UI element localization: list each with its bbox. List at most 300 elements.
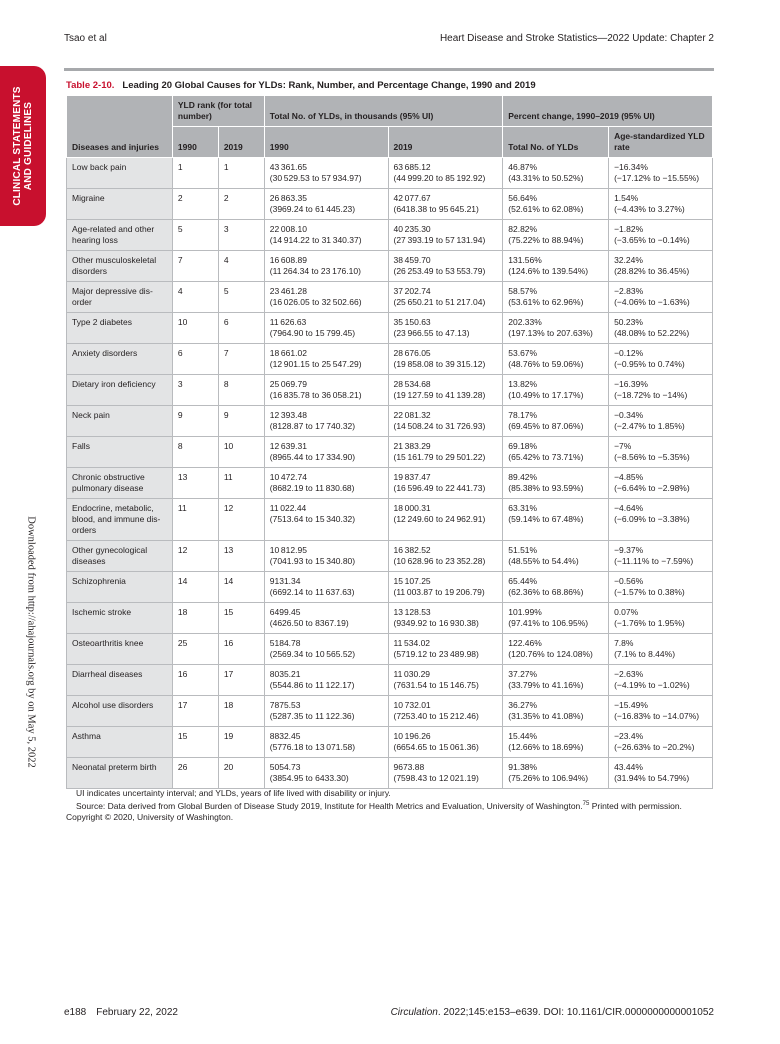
total-1990-cell-value: (12 901.15 to 25 547.29) <box>269 359 362 369</box>
rank-1990-cell <box>172 572 218 603</box>
pct-rate-cell-value: (−16.83% to −14.07%) <box>614 711 700 721</box>
total-1990-cell-value: (3854.95 to 6433.30) <box>269 773 349 783</box>
pct-total-cell-value: (59.14% to 67.48%) <box>508 514 584 524</box>
pct-total-cell-value: (75.22% to 88.94%) <box>508 235 584 245</box>
pct-total-cell <box>503 282 609 313</box>
disease-cell-value: Chronic obstructive pulmonary disease <box>72 472 145 493</box>
total-1990-cell-value: 7875.53 <box>269 700 301 710</box>
total-1990-cell-value: (2569.34 to 10 565.52) <box>269 649 356 659</box>
pct-total-cell-value: (124.6% to 139.54%) <box>508 266 589 276</box>
total-1990-cell-value: (4626.50 to 8367.19) <box>269 618 349 628</box>
total-1990-cell-value: (3969.24 to 61 445.23) <box>269 204 356 214</box>
rank-2019-cell <box>218 344 264 375</box>
total-2019-cell-value: 18 000.31 <box>393 503 431 513</box>
table-row <box>67 758 713 789</box>
pct-rate-cell <box>609 499 713 541</box>
total-2019-cell <box>388 499 503 541</box>
total-2019-cell <box>388 375 503 406</box>
pct-total-cell-value: 131.56% <box>508 255 542 265</box>
rank-2019-cell-value: 15 <box>223 607 234 617</box>
total-1990-cell-value: (5544.86 to 11 122.17) <box>269 680 355 690</box>
total-1990-cell <box>264 727 388 758</box>
pct-rate-cell-value: (−6.64% to −2.98%) <box>614 483 690 493</box>
rank-1990-cell-value: 13 <box>177 472 188 482</box>
pct-total-cell-value: 78.17% <box>508 410 538 420</box>
disease-cell <box>67 603 173 634</box>
pct-rate-cell <box>609 541 713 572</box>
pct-rate-cell-value: −15.49% <box>614 700 648 710</box>
source-text: Source: Data derived from Global Burden of Disease Study 2019, Institute for Health Metrics and Evaluation, University of Washington. <box>76 800 583 811</box>
pct-total-cell-value: 15.44% <box>508 731 538 741</box>
disease-cell <box>67 499 173 541</box>
pct-total-cell <box>503 696 609 727</box>
table-title: Leading 20 Global Causes for YLDs: Rank, Number, and Percentage Change, 1990 and 2019 <box>122 80 536 91</box>
total-2019-cell-value: (26 253.49 to 53 553.79) <box>393 266 486 276</box>
pct-total-cell-value: 58.57% <box>508 286 538 296</box>
total-2019-cell <box>388 634 503 665</box>
pct-total-cell <box>503 344 609 375</box>
disease-cell <box>67 468 173 499</box>
source-note <box>66 799 716 812</box>
total-1990-cell-value: (16 026.05 to 32 502.66) <box>269 297 362 307</box>
total-1990-cell <box>264 758 388 789</box>
rank-2019-cell-value: 7 <box>223 348 229 358</box>
side-tab-label <box>12 86 34 205</box>
pct-total-cell-value: (65.42% to 73.71%) <box>508 452 584 462</box>
pct-rate-cell <box>609 313 713 344</box>
disease-cell-value: Age-related and other hearing loss <box>72 224 155 245</box>
rank-1990-cell <box>172 727 218 758</box>
total-1990-cell <box>264 344 388 375</box>
rank-1990-cell-value: 2 <box>177 193 183 203</box>
total-2019-cell <box>388 251 503 282</box>
rank-2019-cell <box>218 282 264 313</box>
pct-total-cell <box>503 634 609 665</box>
table-row <box>67 313 713 344</box>
table-row <box>67 572 713 603</box>
pct-total-cell-value: 202.33% <box>508 317 542 327</box>
total-1990-cell-value: (30 529.53 to 57 934.97) <box>269 173 362 183</box>
pct-rate-cell <box>609 437 713 468</box>
rank-2019-cell <box>218 313 264 344</box>
total-2019-cell-value: (12 249.60 to 24 962.91) <box>393 514 486 524</box>
running-header-title: Heart Disease and Stroke Statistics—2022 Update: Chapter 2 <box>439 33 714 44</box>
col-header-total-2019: 2019 <box>388 127 503 158</box>
disease-cell <box>67 696 173 727</box>
pct-rate-cell <box>609 375 713 406</box>
total-1990-cell-value: (11 264.34 to 23 176.10) <box>269 266 361 276</box>
total-2019-cell-value: 10 196.26 <box>393 731 431 741</box>
rank-1990-cell-value: 8 <box>177 441 183 451</box>
total-1990-cell <box>264 603 388 634</box>
total-1990-cell-value: (8128.87 to 17 740.32) <box>269 421 356 431</box>
rank-2019-cell-value: 13 <box>223 545 234 555</box>
total-2019-cell <box>388 665 503 696</box>
total-2019-cell <box>388 282 503 313</box>
pct-total-cell-value: 13.82% <box>508 379 538 389</box>
table-row <box>67 158 713 189</box>
pct-rate-cell-value: (−1.76% to 1.95%) <box>614 618 685 628</box>
download-watermark: Downloaded from http://ahajournals.org by on May 5, 2022 <box>25 516 37 768</box>
total-1990-cell-value: 12 393.48 <box>269 410 307 420</box>
disease-cell <box>67 437 173 468</box>
pct-rate-cell-value: 32.24% <box>614 255 643 265</box>
pct-total-cell <box>503 437 609 468</box>
rank-2019-cell-value: 3 <box>223 224 229 234</box>
total-1990-cell-value: 10 472.74 <box>269 472 307 482</box>
rank-1990-cell-value: 18 <box>177 607 188 617</box>
disease-cell <box>67 634 173 665</box>
rank-2019-cell-value: 10 <box>223 441 234 451</box>
table-row <box>67 344 713 375</box>
table-caption <box>66 80 536 91</box>
yld-table <box>66 96 713 789</box>
pct-rate-cell-value: (−18.72% to −14%) <box>614 390 688 400</box>
pct-rate-cell <box>609 220 713 251</box>
total-1990-cell-value: 25 069.79 <box>269 379 307 389</box>
total-1990-cell <box>264 220 388 251</box>
pct-rate-cell-value: (−2.47% to 1.85%) <box>614 421 685 431</box>
disease-cell <box>67 158 173 189</box>
rank-2019-cell-value: 2 <box>223 193 229 203</box>
disease-cell-value: Type 2 diabetes <box>72 317 133 327</box>
total-2019-cell-value: (7631.54 to 15 146.75) <box>393 680 479 690</box>
rank-2019-cell-value: 5 <box>223 286 229 296</box>
rank-1990-cell <box>172 313 218 344</box>
rank-2019-cell <box>218 727 264 758</box>
pct-rate-cell-value: (−3.65% to −0.14%) <box>614 235 690 245</box>
group-header-rank: YLD rank (for total number) <box>172 96 264 127</box>
col-header-pct-total: Total No. of YLDs <box>503 127 609 158</box>
rank-2019-cell <box>218 499 264 541</box>
total-2019-cell-value: 28 676.05 <box>393 348 431 358</box>
rank-2019-cell-value: 20 <box>223 762 234 772</box>
total-2019-cell-value: (7253.40 to 15 212.46) <box>393 711 479 721</box>
total-2019-cell-value: 35 150.63 <box>393 317 431 327</box>
total-1990-cell-value: 23 461.28 <box>269 286 307 296</box>
rank-2019-cell <box>218 406 264 437</box>
table-row <box>67 603 713 634</box>
pct-rate-cell-value: −23.4% <box>614 731 644 741</box>
rank-2019-cell <box>218 696 264 727</box>
table-top-rule <box>64 68 714 71</box>
rank-1990-cell-value: 12 <box>177 545 188 555</box>
total-2019-cell-value: (15 161.79 to 29 501.22) <box>393 452 486 462</box>
table-row <box>67 375 713 406</box>
pct-rate-cell-value: (31.94% to 54.79%) <box>614 773 690 783</box>
disease-cell <box>67 727 173 758</box>
rank-1990-cell <box>172 220 218 251</box>
total-2019-cell <box>388 468 503 499</box>
table-row <box>67 468 713 499</box>
total-1990-cell-value: 5184.78 <box>269 638 301 648</box>
total-2019-cell <box>388 344 503 375</box>
pct-rate-cell <box>609 406 713 437</box>
pct-total-cell-value: 53.67% <box>508 348 538 358</box>
rank-2019-cell <box>218 251 264 282</box>
rank-1990-cell <box>172 282 218 313</box>
pct-rate-cell-value: (−17.12% to −15.55%) <box>614 173 700 183</box>
pct-total-cell <box>503 468 609 499</box>
rank-2019-cell-value: 17 <box>223 669 234 679</box>
rank-2019-cell <box>218 220 264 251</box>
rank-1990-cell-value: 7 <box>177 255 183 265</box>
group-header-percent: Percent change, 1990–2019 (95% UI) <box>503 96 713 127</box>
section-side-tab <box>0 66 46 226</box>
rank-1990-cell <box>172 437 218 468</box>
pct-total-cell <box>503 251 609 282</box>
total-1990-cell <box>264 468 388 499</box>
total-2019-cell <box>388 541 503 572</box>
pct-total-cell-value: (52.61% to 62.08%) <box>508 204 584 214</box>
rank-1990-cell <box>172 375 218 406</box>
pct-rate-cell-value: (−4.06% to −1.63%) <box>614 297 690 307</box>
total-2019-cell-value: 28 534.68 <box>393 379 431 389</box>
rank-2019-cell <box>218 634 264 665</box>
pct-rate-cell <box>609 282 713 313</box>
disease-cell <box>67 313 173 344</box>
total-1990-cell-value: 11 626.63 <box>269 317 307 327</box>
pct-total-cell-value: (43.31% to 50.52%) <box>508 173 584 183</box>
rank-2019-cell <box>218 158 264 189</box>
total-1990-cell-value: (7964.90 to 15 799.45) <box>269 328 356 338</box>
page-number: e188 <box>64 1007 87 1018</box>
pct-rate-cell <box>609 572 713 603</box>
total-1990-cell-value: 22 008.10 <box>269 224 307 234</box>
disease-cell-value: Asthma <box>72 731 101 741</box>
pct-total-cell <box>503 220 609 251</box>
pct-total-cell-value: (53.61% to 62.96%) <box>508 297 584 307</box>
pct-total-cell-value: 63.31% <box>508 503 538 513</box>
pct-total-cell-value: (75.26% to 106.94%) <box>508 773 589 783</box>
rank-1990-cell <box>172 189 218 220</box>
total-1990-cell-value: 8035.21 <box>269 669 301 679</box>
total-2019-cell-value: (25 650.21 to 51 217.04) <box>393 297 486 307</box>
pct-total-cell <box>503 727 609 758</box>
total-1990-cell-value: (8965.44 to 17 334.90) <box>269 452 356 462</box>
pct-total-cell <box>503 665 609 696</box>
col-header-rank-1990: 1990 <box>172 127 218 158</box>
total-2019-cell-value: (7598.43 to 12 021.19) <box>393 773 479 783</box>
total-2019-cell-value: (27 393.19 to 57 131.94) <box>393 235 486 245</box>
footer-citation <box>391 1007 714 1018</box>
source-reference[interactable]: 75 <box>582 801 590 807</box>
total-1990-cell-value: 6499.45 <box>269 607 301 617</box>
pct-total-cell-value: (69.45% to 87.06%) <box>508 421 584 431</box>
total-1990-cell-value: 11 022.44 <box>269 503 307 513</box>
table-notes <box>66 788 716 823</box>
disease-cell <box>67 541 173 572</box>
total-2019-cell-value: (6418.38 to 95 645.21) <box>393 204 479 214</box>
disease-cell-value: Osteoarthritis knee <box>72 638 144 648</box>
rank-2019-cell <box>218 437 264 468</box>
total-1990-cell-value: 43 361.65 <box>269 162 307 172</box>
rank-2019-cell-value: 8 <box>223 379 229 389</box>
pct-rate-cell <box>609 634 713 665</box>
pct-total-cell <box>503 158 609 189</box>
total-2019-cell-value: 42 077.67 <box>393 193 431 203</box>
pct-total-cell-value: (97.41% to 106.95%) <box>508 618 589 628</box>
pct-total-cell-value: 51.51% <box>508 545 538 555</box>
total-1990-cell-value: 12 639.31 <box>269 441 307 451</box>
total-2019-cell <box>388 189 503 220</box>
rank-2019-cell <box>218 375 264 406</box>
disease-cell-value: Major depressive dis-order <box>72 286 153 307</box>
disease-cell <box>67 758 173 789</box>
pct-rate-cell-value: (−26.63% to −20.2%) <box>614 742 695 752</box>
total-1990-cell-value: (5287.35 to 11 122.36) <box>269 711 355 721</box>
total-1990-cell-value: (8682.19 to 11 830.68) <box>269 483 355 493</box>
pct-rate-cell <box>609 727 713 758</box>
disease-cell <box>67 406 173 437</box>
pct-rate-cell-value: (−1.57% to 0.38%) <box>614 587 685 597</box>
total-1990-cell-value: 16 608.89 <box>269 255 307 265</box>
total-2019-cell <box>388 437 503 468</box>
pct-rate-cell-value: −0.34% <box>614 410 644 420</box>
pct-rate-cell <box>609 251 713 282</box>
pct-total-cell-value: 89.42% <box>508 472 538 482</box>
pct-total-cell-value: 65.44% <box>508 576 538 586</box>
total-1990-cell <box>264 437 388 468</box>
total-2019-cell-value: 22 081.32 <box>393 410 431 420</box>
total-2019-cell <box>388 758 503 789</box>
pct-total-cell-value: (120.76% to 124.08%) <box>508 649 593 659</box>
pct-rate-cell <box>609 468 713 499</box>
total-2019-cell <box>388 158 503 189</box>
disease-cell <box>67 282 173 313</box>
disease-cell <box>67 251 173 282</box>
rank-1990-cell-value: 26 <box>177 762 188 772</box>
total-2019-cell-value: (14 508.24 to 31 726.93) <box>393 421 486 431</box>
pct-rate-cell <box>609 158 713 189</box>
pct-rate-cell-value: (−0.95% to 0.74%) <box>614 359 685 369</box>
pct-total-cell <box>503 572 609 603</box>
total-1990-cell <box>264 634 388 665</box>
rank-1990-cell <box>172 158 218 189</box>
total-1990-cell <box>264 375 388 406</box>
total-2019-cell-value: (6654.65 to 15 061.36) <box>393 742 479 752</box>
total-2019-cell-value: 10 732.01 <box>393 700 431 710</box>
pct-total-cell-value: (85.38% to 93.59%) <box>508 483 584 493</box>
rank-1990-cell-value: 11 <box>177 503 187 513</box>
pct-rate-cell-value: −2.83% <box>614 286 644 296</box>
total-1990-cell-value: 18 661.02 <box>269 348 307 358</box>
rank-1990-cell <box>172 406 218 437</box>
pct-total-cell-value: (12.66% to 18.69%) <box>508 742 584 752</box>
footer-left <box>64 1007 178 1018</box>
rank-2019-cell-value: 19 <box>223 731 234 741</box>
total-2019-cell-value: (10 628.96 to 23 352.28) <box>393 556 486 566</box>
table-row <box>67 406 713 437</box>
pct-total-cell <box>503 499 609 541</box>
table-row <box>67 437 713 468</box>
total-2019-cell-value: (9349.92 to 16 930.38) <box>393 618 479 628</box>
total-2019-cell-value: (16 596.49 to 22 441.73) <box>393 483 486 493</box>
rank-1990-cell <box>172 603 218 634</box>
pct-rate-cell-value: −0.12% <box>614 348 644 358</box>
rank-2019-cell-value: 6 <box>223 317 229 327</box>
total-2019-cell-value: 9673.88 <box>393 762 425 772</box>
pct-total-cell-value: (31.35% to 41.08%) <box>508 711 584 721</box>
total-2019-cell-value: (44 999.20 to 85 192.92) <box>393 173 486 183</box>
disease-cell-value: Falls <box>72 441 90 451</box>
pct-rate-cell <box>609 344 713 375</box>
pct-total-cell <box>503 603 609 634</box>
total-1990-cell-value: 5054.73 <box>269 762 301 772</box>
disease-cell-value: Migraine <box>72 193 105 203</box>
rank-1990-cell-value: 9 <box>177 410 183 420</box>
pct-rate-cell <box>609 603 713 634</box>
total-1990-cell <box>264 541 388 572</box>
pct-rate-cell-value: 7.8% <box>614 638 634 648</box>
disease-cell-value: Low back pain <box>72 162 127 172</box>
disease-cell-value: Neonatal preterm birth <box>72 762 157 772</box>
pct-total-cell-value: 56.64% <box>508 193 538 203</box>
rank-2019-cell-value: 16 <box>223 638 234 648</box>
total-1990-cell <box>264 158 388 189</box>
pct-rate-cell-value: (−6.09% to −3.38%) <box>614 514 690 524</box>
total-2019-cell <box>388 603 503 634</box>
total-2019-cell-value: 11 030.29 <box>393 669 431 679</box>
pct-rate-cell <box>609 696 713 727</box>
pct-rate-cell <box>609 189 713 220</box>
pct-rate-cell-value: −1.82% <box>614 224 644 234</box>
pct-total-cell-value: (62.36% to 68.86%) <box>508 587 584 597</box>
pct-rate-cell-value: −4.85% <box>614 472 644 482</box>
disease-cell-value: Dietary iron deficiency <box>72 379 156 389</box>
table-row <box>67 696 713 727</box>
total-2019-cell-value: 15 107.25 <box>393 576 431 586</box>
running-header-authors: Tsao et al <box>64 33 107 44</box>
total-2019-cell-value: 19 837.47 <box>393 472 431 482</box>
total-2019-cell <box>388 220 503 251</box>
pct-total-cell <box>503 375 609 406</box>
rank-1990-cell-value: 16 <box>177 669 188 679</box>
total-2019-cell-value: (11 003.87 to 19 206.79) <box>393 587 485 597</box>
total-1990-cell <box>264 282 388 313</box>
rank-1990-cell-value: 5 <box>177 224 183 234</box>
pct-rate-cell <box>609 665 713 696</box>
citation-details: . 2022;145:e153–e639. DOI: 10.1161/CIR.0000000000001052 <box>437 1007 714 1018</box>
total-2019-cell-value: 63 685.12 <box>393 162 431 172</box>
total-2019-cell-value: (19 127.59 to 41 139.28) <box>393 390 486 400</box>
rank-1990-cell-value: 10 <box>177 317 188 327</box>
rank-2019-cell-value: 4 <box>223 255 229 265</box>
pct-rate-cell-value: (−11.11% to −7.59%) <box>614 556 694 566</box>
total-2019-cell <box>388 696 503 727</box>
col-header-disease: Diseases and injuries <box>67 96 173 158</box>
total-1990-cell-value: (5776.18 to 13 071.58) <box>269 742 356 752</box>
pct-rate-cell-value: 1.54% <box>614 193 639 203</box>
table-row <box>67 634 713 665</box>
pct-total-cell <box>503 541 609 572</box>
table-row <box>67 499 713 541</box>
rank-2019-cell-value: 18 <box>223 700 234 710</box>
pct-rate-cell-value: (48.08% to 52.22%) <box>614 328 690 338</box>
pct-rate-cell-value: −4.64% <box>614 503 644 513</box>
total-2019-cell-value: 11 534.02 <box>393 638 431 648</box>
journal-name: Circulation <box>390 1007 438 1018</box>
total-1990-cell-value: 9131.34 <box>269 576 301 586</box>
col-header-pct-rate: Age-standardized YLD rate <box>609 127 713 158</box>
pct-total-cell-value: 122.46% <box>508 638 542 648</box>
table-row <box>67 220 713 251</box>
pct-rate-cell-value: 43.44% <box>614 762 643 772</box>
rank-1990-cell-value: 6 <box>177 348 183 358</box>
total-2019-cell-value: 40 235.30 <box>393 224 431 234</box>
total-2019-cell <box>388 572 503 603</box>
rank-1990-cell-value: 25 <box>177 638 188 648</box>
